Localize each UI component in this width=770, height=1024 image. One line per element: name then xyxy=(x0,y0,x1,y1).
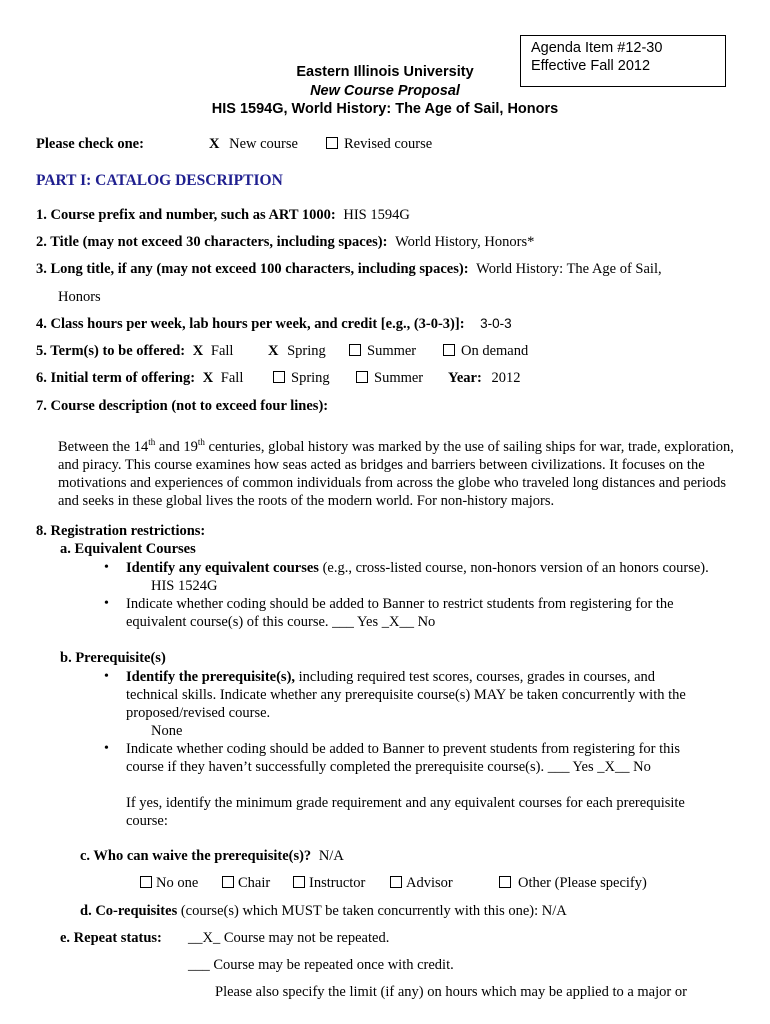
equivalent-course-value: HIS 1524G xyxy=(151,578,218,594)
prerequisite-ifyes-line1: If yes, identify the minimum grade requirement and any equivalent courses for each prerequisite xyxy=(126,795,685,811)
waive-no-one-label: No one xyxy=(156,875,199,891)
desc-part-3: centuries, global history was marked by the use of sailing ships for war, trade, exploration, and piracy. This course examines how seas acted as bridges and barriers between civilizations. It focuses on the motivations and experiences of common individuals from across the globe who traveled long distances and periods and seeks in these global lives the roots of the modern world. For non-history majors. xyxy=(58,438,734,509)
item-3-continuation: Honors xyxy=(58,289,101,305)
term-spring-label: Spring xyxy=(287,343,326,359)
waive-chair-option[interactable] xyxy=(222,875,270,892)
bullet-icon: • xyxy=(104,741,109,756)
prerequisite-identify-line3: proposed/revised course. xyxy=(126,705,271,721)
item-5-label: 5. Term(s) to be offered: xyxy=(36,343,186,359)
bullet-icon: • xyxy=(104,596,109,611)
prerequisite-identify-bold: Identify the prerequisite(s), xyxy=(126,669,296,685)
equivalent-courses-heading: a. Equivalent Courses xyxy=(60,541,196,557)
term-summer-label: Summer xyxy=(367,343,417,359)
waive-other-option[interactable] xyxy=(499,875,647,892)
proposal-title: New Course Proposal xyxy=(310,83,460,99)
course-description-text xyxy=(58,433,740,510)
term-on-demand-label: On demand xyxy=(461,343,529,359)
item-2-value: World History, Honors* xyxy=(395,234,535,250)
item-class-hours xyxy=(36,316,512,333)
waive-no-one-option[interactable] xyxy=(140,875,198,892)
year-label: Year: xyxy=(448,370,482,386)
initial-year xyxy=(448,370,520,387)
term-fall-label: Fall xyxy=(210,343,234,359)
prerequisite-banner-line2: course if they haven’t successfully completed the prerequisite course(s). ___ Yes _X__ No xyxy=(126,759,651,775)
item-initial-term xyxy=(36,370,243,387)
repeat-limit-note: Please also specify the limit (if any) on hours which may be applied to a major or xyxy=(215,984,687,1000)
co-requisites-value: (course(s) which MUST be taken concurrently with this one): N/A xyxy=(177,903,567,919)
term-spring-option[interactable] xyxy=(268,343,326,360)
waive-no-one-checkbox[interactable] xyxy=(140,876,152,888)
prerequisite-heading: b. Prerequisite(s) xyxy=(60,650,166,666)
initial-spring-label: Spring xyxy=(291,370,330,386)
check-label: Please check one: xyxy=(36,136,144,152)
item-1-label: 1. Course prefix and number, such as ART 1000: xyxy=(36,207,336,223)
item-course-prefix xyxy=(36,207,410,224)
term-on-demand-option[interactable] xyxy=(443,343,528,360)
part-one-heading: PART I: CATALOG DESCRIPTION xyxy=(36,172,283,189)
prerequisite-banner-line1: Indicate whether coding should be added to Banner to prevent students from registering for this xyxy=(126,741,681,757)
initial-fall-label: Fall xyxy=(220,370,244,386)
repeat-option-once-with-credit[interactable] xyxy=(188,957,454,974)
equivalent-banner-line2: equivalent course(s) of this course. ___ Yes _X__ No xyxy=(126,614,436,630)
waive-value: N/A xyxy=(318,848,344,864)
item-title xyxy=(36,234,534,251)
revised-course-option[interactable] xyxy=(326,136,432,153)
term-on-demand-checkbox[interactable] xyxy=(443,344,455,356)
repeat-option-1-label: __X_ Course may not be repeated. xyxy=(188,930,390,946)
equivalent-identify xyxy=(126,560,709,577)
initial-spring-option[interactable] xyxy=(273,370,330,387)
item-4-label: 4. Class hours per week, lab hours per week, and credit [e.g., (3-0-3)]: xyxy=(36,316,465,332)
initial-fall-mark: X xyxy=(202,370,214,386)
course-title: HIS 1594G, World History: The Age of Sail, Honors xyxy=(211,101,559,117)
item-6-label: 6. Initial term of offering: xyxy=(36,370,196,386)
co-requisites xyxy=(80,903,567,920)
desc-sup-1: th xyxy=(148,437,156,447)
initial-summer-option[interactable] xyxy=(356,370,423,387)
desc-part-1: Between the 14 xyxy=(58,438,149,455)
waive-instructor-label: Instructor xyxy=(309,875,366,891)
waive-other-checkbox[interactable] xyxy=(499,876,511,888)
item-4-value: 3-0-3 xyxy=(480,316,512,331)
term-summer-checkbox[interactable] xyxy=(349,344,361,356)
prerequisite-identify xyxy=(126,669,655,686)
agenda-effective: Effective Fall 2012 xyxy=(531,58,651,74)
item-2-label: 2. Title (may not exceed 30 characters, including spaces): xyxy=(36,234,388,250)
term-spring-mark: X xyxy=(268,343,279,359)
bullet-icon: • xyxy=(104,669,109,684)
university-title: Eastern Illinois University xyxy=(296,64,474,80)
new-course-mark: X xyxy=(209,136,220,152)
item-1-value: HIS 1594G xyxy=(343,207,410,223)
revised-course-label: Revised course xyxy=(344,136,433,152)
waive-instructor-option[interactable] xyxy=(293,875,365,892)
equivalent-banner-line1: Indicate whether coding should be added to Banner to restrict students from registering for the xyxy=(126,596,674,612)
item-long-title xyxy=(36,261,662,278)
waive-prerequisite xyxy=(80,848,344,865)
waive-chair-label: Chair xyxy=(238,875,271,891)
prerequisite-value: None xyxy=(151,723,183,739)
waive-chair-checkbox[interactable] xyxy=(222,876,234,888)
waive-advisor-checkbox[interactable] xyxy=(390,876,402,888)
prerequisite-identify-rest: including required test scores, courses, grades in courses, and xyxy=(295,669,656,685)
registration-restrictions-heading: 8. Registration restrictions: xyxy=(36,523,206,539)
waive-advisor-option[interactable] xyxy=(390,875,453,892)
new-course-label: New course xyxy=(229,136,298,152)
desc-part-2: and 19 xyxy=(155,438,198,455)
equivalent-identify-rest: (e.g., cross-listed course, non-honors version of an honors course). xyxy=(318,560,709,576)
item-terms-offered xyxy=(36,343,233,360)
waive-instructor-checkbox[interactable] xyxy=(293,876,305,888)
revised-course-checkbox[interactable] xyxy=(326,137,338,149)
item-3-label: 3. Long title, if any (may not exceed 100 characters, including spaces): xyxy=(36,261,469,277)
item-3-value: World History: The Age of Sail, xyxy=(476,261,662,277)
term-fall-mark: X xyxy=(192,343,204,359)
waive-label: c. Who can waive the prerequisite(s)? xyxy=(80,848,312,864)
prerequisite-ifyes-line2: course: xyxy=(126,813,168,829)
initial-summer-checkbox[interactable] xyxy=(356,371,368,383)
desc-sup-2: th xyxy=(197,437,205,447)
bullet-icon: • xyxy=(104,560,109,575)
waive-other-label: Other (Please specify) xyxy=(518,875,647,891)
waive-advisor-label: Advisor xyxy=(406,875,453,891)
year-value: 2012 xyxy=(491,370,521,386)
repeat-status-label: e. Repeat status: xyxy=(60,930,162,946)
initial-summer-label: Summer xyxy=(374,370,424,386)
agenda-item: Agenda Item #12-30 xyxy=(531,40,663,56)
repeat-option-not-repeated[interactable] xyxy=(188,930,389,947)
term-summer-option[interactable] xyxy=(349,343,416,360)
item-course-description-label: 7. Course description (not to exceed four lines): xyxy=(36,398,329,414)
repeat-option-2-label: ___ Course may be repeated once with credit. xyxy=(188,957,454,973)
initial-spring-checkbox[interactable] xyxy=(273,371,285,383)
prerequisite-identify-line2: technical skills. Indicate whether any prerequisite course(s) MAY be taken concurrently with the xyxy=(126,687,686,703)
co-requisites-label: d. Co-requisites xyxy=(80,903,178,919)
equivalent-identify-bold: Identify any equivalent courses xyxy=(126,560,319,576)
new-course-option[interactable] xyxy=(209,136,298,153)
